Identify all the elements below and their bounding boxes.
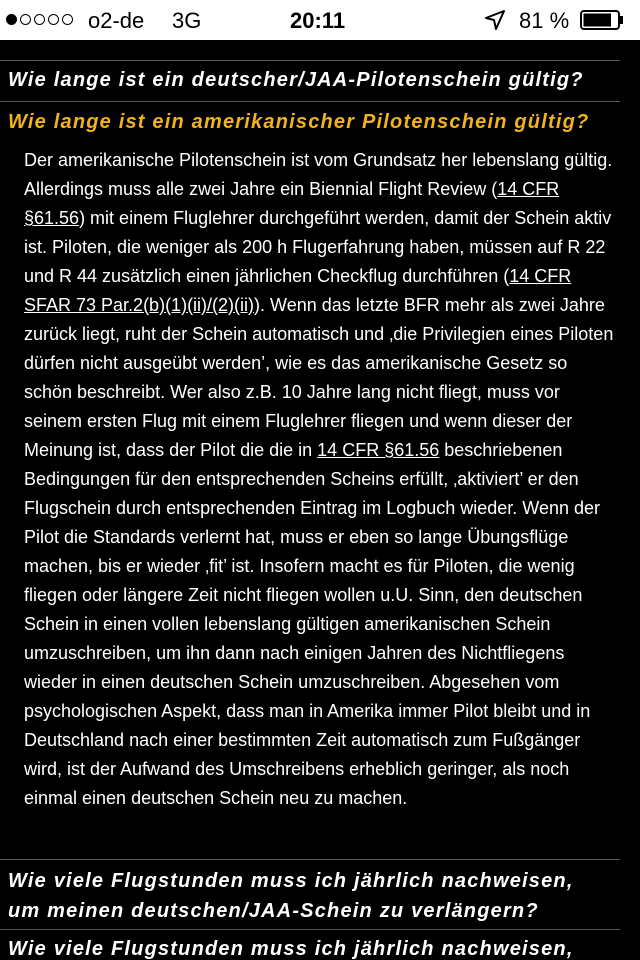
signal-dot xyxy=(20,14,31,25)
battery-percent: 81 % xyxy=(519,8,570,33)
faq-question-hours-german-renewal[interactable] xyxy=(8,866,574,926)
question-line: um meinen deutschen/JAA-Schein zu verlängern? xyxy=(8,900,539,922)
status-bar xyxy=(0,0,640,40)
signal-dot xyxy=(6,14,17,25)
faq-question-german-license[interactable]: Wie lange ist ein deutscher/JAA-Pilotenschein gültig? xyxy=(8,69,584,91)
answer-text: ) mit einem Fluglehrer durchgeführt werden, damit der Schein aktiv ist. Piloten, die weniger als 200 h Flugerfahrung haben, müssen auf R 22 und R 44 zusätzlich einen jährlichen Checkflug durchführen ( xyxy=(24,208,612,286)
signal-strength-icon xyxy=(6,14,73,25)
signal-dot xyxy=(34,14,45,25)
answer-text: beschriebenen Bedingungen für den entsprechenden Scheins erfüllt, ‚aktiviert’ er den Flugschein durch entsprechenden Eintrag im Logbuch wieder. Wenn der Pilot die Standards verlernt hat, muss er eben so lange Übungsflüge machen, bis er wieder ‚fit’ ist. Insofern macht es für Piloten, die wenig fliegen oder längere Zeit nicht fliegen wollen u.U. Sinn, den deutschen Schein in einen vollen lebenslang gültigen amerikanischen Schein umzuschreiben, um ihn dann nach einigen Jahren des Nichtfliegens wieder in einen deutschen Schein umzuschreiben. Abgesehen vom psychologischen Aspekt, dass man in Amerika immer Pilot bleibt und in Deutschland nach einer bestimmten Zeit automatisch zum Fußgänger wird, ist der Aufwand des Umschreibens erheblich geringer, als noch einmal einen deutschen Schein neu zu machen. xyxy=(24,440,601,808)
divider xyxy=(0,101,620,102)
link-14cfr-61-56[interactable]: 14 CFR §61.56 xyxy=(24,179,560,228)
faq-question-american-license[interactable]: Wie lange ist ein amerikanischer Pilotenschein gültig? xyxy=(8,111,590,133)
faq-answer-american-license xyxy=(24,146,616,813)
link-14cfr-sfar73[interactable]: 14 CFR SFAR 73 Par.2(b)(1)(ii)/(2)(ii) xyxy=(24,266,572,315)
answer-text: ). Wenn das letzte BFR mehr als zwei Jahre zurück liegt, ruht der Schein automatisch und ‚die Privilegien eines Piloten dürfen nicht ausgeübt werden’, wie es das amerikanische Gesetz so schön beschreibt. Wer also z.B. 10 Jahre lang nicht fliegt, muss vor seinem ersten Flug mit einem Fluglehrer fliegen und wenn dieser der Meinung ist, dass der Pilot die die in xyxy=(24,295,614,460)
battery-icon xyxy=(580,10,624,30)
status-time: 20:11 xyxy=(290,8,346,33)
signal-dot xyxy=(48,14,59,25)
divider xyxy=(0,60,620,61)
carrier-name: o2-de xyxy=(88,8,145,33)
location-arrow-icon xyxy=(484,9,506,31)
divider xyxy=(0,859,620,860)
divider xyxy=(0,929,620,930)
answer-text: Der amerikanische Pilotenschein ist vom Grundsatz her lebenslang gültig. Allerdings muss alle zwei Jahre ein Biennial Flight Review ( xyxy=(24,150,613,199)
faq-question-hours-next[interactable]: Wie viele Flugstunden muss ich jährlich nachweisen, xyxy=(8,938,574,960)
link-14cfr-61-56-second[interactable]: 14 CFR §61.56 xyxy=(317,440,440,460)
network-type: 3G xyxy=(172,8,202,33)
signal-dot xyxy=(62,14,73,25)
faq-list xyxy=(0,40,640,960)
question-line: Wie viele Flugstunden muss ich jährlich nachweisen, xyxy=(8,870,574,892)
